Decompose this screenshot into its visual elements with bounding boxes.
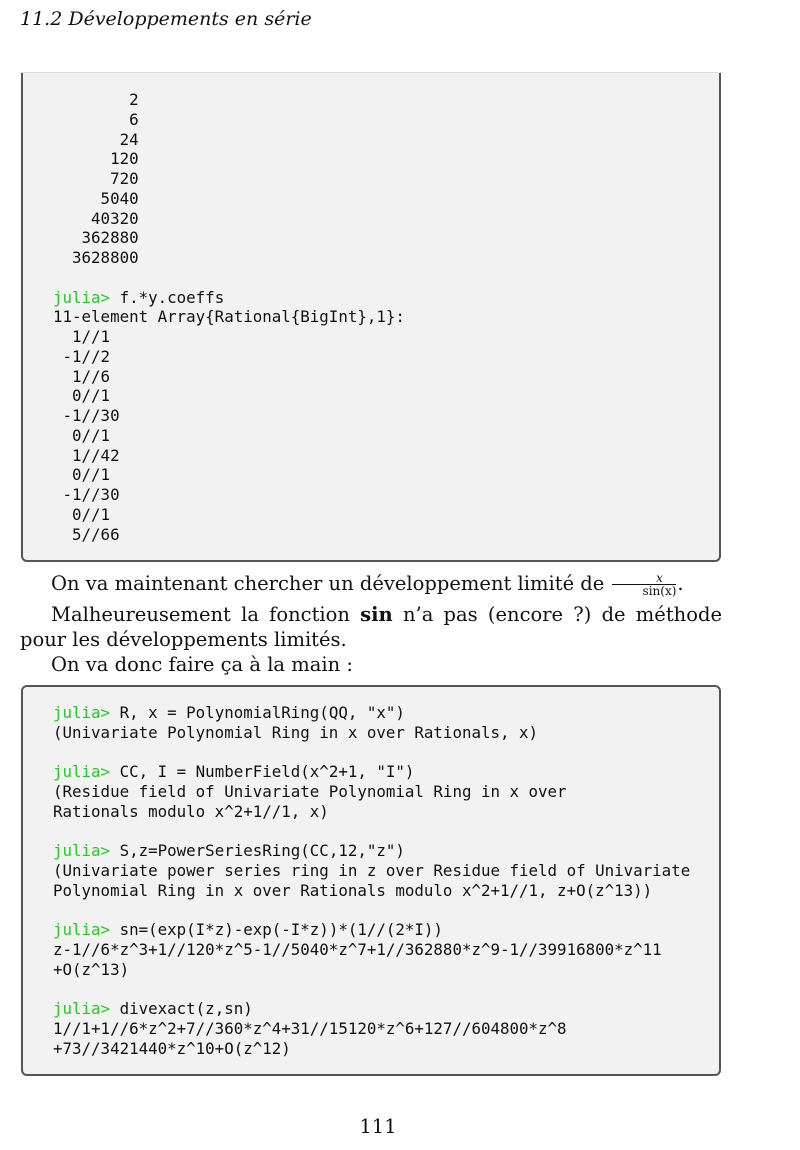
- code-output-line: [53, 307, 405, 327]
- code-text: 362880: [53, 228, 139, 248]
- code-output-line: [53, 90, 405, 110]
- code-text: 0//1: [53, 465, 111, 485]
- paragraph-1-text: On va maintenant chercher un développement limité de: [51, 572, 611, 595]
- code-text: 1//42: [53, 445, 120, 465]
- code-output-line: [53, 367, 405, 387]
- code-input-line: [53, 841, 690, 861]
- fraction-x-over-sin-x: [612, 572, 677, 597]
- code-output-line: [53, 485, 405, 505]
- running-header: 11.2 Développements en série: [20, 8, 312, 30]
- code-output-line: [53, 386, 405, 406]
- code-output-line: [53, 1039, 690, 1059]
- paragraph-3: On va donc faire ça à la main :: [51, 653, 353, 676]
- code-output-line: [53, 960, 690, 980]
- julia-prompt: julia>: [53, 999, 111, 1019]
- code-output-line: [53, 149, 405, 169]
- julia-prompt: julia>: [53, 703, 111, 722]
- code-text: 11-element Array{Rational{BigInt},1}:: [53, 307, 405, 327]
- code-input-line: [53, 703, 690, 723]
- code-output-line: [53, 802, 690, 822]
- code-output-line: [53, 426, 405, 446]
- code-text: divexact(z,sn): [110, 999, 253, 1019]
- fraction-numerator: x: [612, 572, 677, 585]
- page-number: 111: [359, 1115, 397, 1138]
- code-text: CC, I = NumberField(x^2+1, "I"): [110, 762, 415, 782]
- code-text: 0//1: [53, 425, 111, 445]
- code-text: Rationals modulo x^2+1//1, x): [53, 801, 329, 821]
- code-output-line: [53, 901, 690, 921]
- page-break-rule: [21, 72, 721, 73]
- code-output-line: [53, 465, 405, 485]
- code-text: 0//1: [53, 504, 111, 524]
- code-output-line: [53, 228, 405, 248]
- paragraph-2-text: Malheureusement la fonction: [51, 603, 361, 626]
- code-text: 1//1: [53, 327, 111, 346]
- code-output-line: [53, 505, 405, 525]
- code-text: 120: [53, 149, 139, 169]
- code-output-line: [53, 248, 405, 268]
- code-input-line: [53, 288, 405, 308]
- code-text: (Univariate Polynomial Ring in x over Rationals, x): [53, 722, 539, 742]
- code-output-line: [53, 446, 405, 466]
- code-output-line: [53, 723, 690, 743]
- code-text: 2: [53, 90, 139, 109]
- code-output-line: [53, 406, 405, 426]
- code-block-1: [21, 72, 721, 562]
- code-text: z-1//6*z^3+1//120*z^5-1//5040*z^7+1//362880*z^9-1//39916800*z^11: [53, 940, 662, 959]
- code-text: sn=(exp(I*z)-exp(-I*z))*(1//(2*I)): [110, 920, 443, 940]
- code-input-line: [53, 999, 690, 1019]
- code-output-line: [53, 268, 405, 288]
- paragraph-1-end: .: [677, 572, 684, 595]
- code-text: 5//66: [53, 524, 120, 544]
- code-output-line: [53, 525, 405, 545]
- code-text: (Univariate power series ring in z over Residue field of Univariate: [53, 861, 691, 880]
- code-block-1-content: [53, 90, 405, 544]
- code-text: -1//30: [53, 406, 120, 425]
- code-text: +O(z^13): [53, 959, 130, 979]
- fraction-denominator: sin(x): [642, 584, 677, 598]
- code-output-line: [53, 980, 690, 1000]
- code-text: (Residue field of Univariate Polynomial Ring in x over: [53, 782, 567, 801]
- code-output-line: [53, 209, 405, 229]
- code-text: 5040: [53, 188, 139, 208]
- sin-keyword: sin: [360, 603, 393, 626]
- code-input-line: [53, 762, 690, 782]
- julia-prompt: julia>: [53, 287, 111, 307]
- code-output-line: [53, 169, 405, 189]
- code-text: S,z=PowerSeriesRing(CC,12,"z"): [110, 841, 405, 861]
- julia-prompt: julia>: [53, 762, 111, 782]
- code-text: -1//30: [53, 485, 120, 504]
- code-text: +73//3421440*z^10+O(z^12): [53, 1038, 291, 1058]
- paragraph-2: [20, 602, 722, 652]
- code-text: f.*y.coeffs: [110, 287, 225, 307]
- code-output-line: [53, 189, 405, 209]
- code-text: 1//1+1//6*z^2+7//360*z^4+31//15120*z^6+127//604800*z^8: [53, 1019, 567, 1038]
- code-output-line: [53, 822, 690, 842]
- code-text: Polynomial Ring in x over Rationals modulo x^2+1//1, z+O(z^13)): [53, 880, 653, 900]
- code-block-2-content: [53, 703, 690, 1059]
- code-text: 3628800: [53, 248, 139, 267]
- code-output-line: [53, 743, 690, 763]
- code-text: -1//2: [53, 346, 111, 366]
- code-output-line: [53, 940, 690, 960]
- code-output-line: [53, 782, 690, 802]
- code-text: 1//6: [53, 366, 111, 386]
- code-output-line: [53, 861, 690, 881]
- code-text: 24: [53, 129, 139, 149]
- code-text: 720: [53, 169, 139, 188]
- code-output-line: [53, 881, 690, 901]
- code-text: 40320: [53, 208, 139, 228]
- julia-prompt: julia>: [53, 920, 111, 940]
- paragraph-1: [20, 571, 722, 597]
- code-output-line: [53, 347, 405, 367]
- code-text: 0//1: [53, 386, 111, 406]
- paragraph-2-rest: n’a pas (encore ?) de méthode pour les développements limités.: [20, 603, 722, 651]
- code-output-line: [53, 130, 405, 150]
- code-block-2: [21, 685, 721, 1076]
- code-text: 6: [53, 109, 139, 129]
- julia-prompt: julia>: [53, 841, 111, 861]
- code-output-line: [53, 327, 405, 347]
- code-text: R, x = PolynomialRing(QQ, "x"): [110, 703, 405, 722]
- code-input-line: [53, 920, 690, 940]
- code-output-line: [53, 1019, 690, 1039]
- code-output-line: [53, 110, 405, 130]
